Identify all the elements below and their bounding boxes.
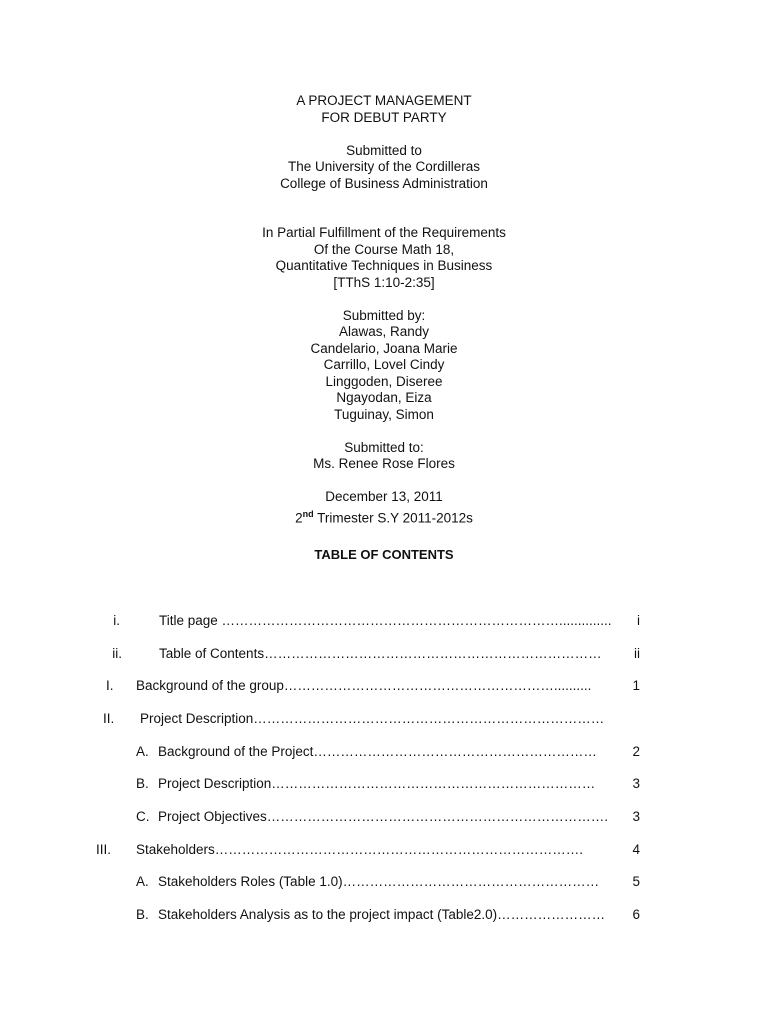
document-title-line-1: A PROJECT MANAGEMENT	[296, 93, 472, 108]
document-title-line-2: FOR DEBUT PARTY	[321, 109, 447, 125]
toc-entry	[0, 744, 768, 762]
toc-entry-label: Background of the Project………………………………………………………	[158, 744, 597, 759]
toc-heading: TABLE OF CONTENTS	[314, 547, 454, 562]
toc-entry-label: Project Objectives………………………………………………………………….	[158, 809, 609, 824]
submitted-to-label: Submitted to	[346, 142, 422, 158]
toc-entry	[0, 678, 768, 696]
toc-entry	[0, 776, 768, 794]
toc-entry-number: ii.	[112, 646, 122, 661]
term-number: 2	[295, 510, 303, 525]
toc-entry-label: Project Description………………………………………………………………	[158, 776, 596, 791]
toc-entry-page: 2	[632, 744, 640, 759]
member-name: Candelario, Joana Marie	[310, 340, 458, 356]
toc-entry-number: A.	[136, 744, 149, 759]
toc-entry-label: Title page …………………………………………………………………..............	[159, 613, 612, 628]
toc-entry-page: 6	[632, 907, 640, 922]
title-block	[0, 93, 768, 527]
toc-entry	[0, 711, 768, 729]
toc-entry-label: Stakeholders……………………………………………………………………….	[136, 842, 584, 857]
submitted-to-label-2: Submitted to:	[344, 439, 424, 455]
toc-entry-label: Background of the group……………………………………………………..........	[136, 678, 592, 693]
toc-entry-number: C.	[136, 809, 150, 824]
toc-entry-label: Stakeholders Roles (Table 1.0)…………………………………………………	[158, 874, 600, 889]
member-name: Ngayodan, Eiza	[336, 390, 432, 405]
term-superscript: nd	[302, 508, 314, 519]
toc-entry-page: 3	[632, 809, 640, 824]
toc-entry-number: B.	[136, 776, 149, 791]
member-name: Linggoden, Diseree	[325, 373, 443, 389]
toc-entry-number: II.	[103, 711, 115, 726]
toc-entry-label: Project Description……………………………………………………………………	[140, 711, 605, 726]
toc-entry	[0, 613, 768, 631]
fulfillment-line-2: Of the Course Math 18,	[313, 241, 455, 257]
college-name: College of Business Administration	[280, 175, 488, 191]
term-line	[0, 506, 768, 527]
fulfillment-line-1: In Partial Fulfillment of the Requirements	[262, 225, 506, 240]
submitted-by-label: Submitted by:	[342, 307, 426, 323]
toc-entry	[0, 646, 768, 664]
toc-entry-page: ii	[634, 646, 640, 661]
toc-entry-number: I.	[106, 678, 114, 693]
toc-entry	[0, 907, 768, 925]
member-name: Carrillo, Lovel Cindy	[323, 357, 445, 372]
toc-entry-page: i	[637, 613, 640, 628]
toc-entry-page: 4	[632, 842, 640, 857]
toc-entry	[0, 842, 768, 860]
toc-entry-label: Stakeholders Analysis as to the project impact (Table2.0)……………………	[158, 907, 606, 922]
toc-entry-label: Table of Contents…………………………………………………………………	[159, 646, 602, 661]
instructor-name: Ms. Renee Rose Flores	[313, 456, 455, 471]
university-name: The University of the Cordilleras	[287, 159, 481, 174]
toc-entry-number: A.	[136, 874, 149, 889]
toc-entry-page: 1	[632, 678, 640, 693]
toc-entry-number: i.	[113, 613, 120, 628]
fulfillment-line-3: Quantitative Techniques in Business	[275, 258, 493, 273]
toc-entry	[0, 874, 768, 892]
fulfillment-line-4: [TThS 1:10-2:35]	[333, 274, 435, 290]
term-text: Trimester S.Y 2011-2012s	[313, 510, 473, 525]
toc-entry-page: 5	[632, 874, 640, 889]
member-name: Tuguinay, Simon	[334, 406, 434, 422]
toc-entry-number: III.	[96, 842, 112, 857]
member-name: Alawas, Randy	[338, 324, 430, 339]
submission-date: December 13, 2011	[325, 489, 443, 504]
toc-entry-page: 3	[632, 776, 640, 791]
toc-entry-number: B.	[136, 907, 149, 922]
toc-entry	[0, 809, 768, 827]
